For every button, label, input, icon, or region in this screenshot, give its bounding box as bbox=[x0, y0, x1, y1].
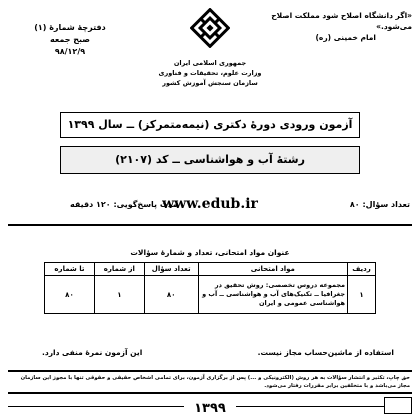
booklet-info bbox=[10, 22, 130, 58]
field-title: رشتهٔ آب و هواشناسی ــ کد (۲۱۰۷) bbox=[60, 146, 360, 174]
col-header-count: تعداد سؤال bbox=[144, 263, 198, 276]
col-header-index: ردیف bbox=[348, 263, 376, 276]
table-row bbox=[45, 276, 376, 314]
cell-subject: مجموعه دروس تخصصی: روش تحقیق در جغرافیا ــ تکنیک‌های آب و هواشناسی ــ آب و هواشناسی عمومی و ایران bbox=[198, 276, 347, 314]
sanjesh-logo-icon bbox=[190, 8, 230, 48]
answer-duration: مدت پاسخ‌گویی: ۱۲۰ دقیقه bbox=[70, 200, 178, 209]
negative-mark-note: این آزمون نمرهٔ منفی دارد. bbox=[42, 348, 143, 357]
exam-date: ۹۸/۱۲/۹ bbox=[54, 47, 86, 56]
footer-year: ۱۳۹۹ bbox=[184, 401, 236, 416]
footer-year-wrap bbox=[0, 397, 420, 416]
divider bbox=[8, 224, 412, 226]
cell-count: ۸۰ bbox=[144, 276, 198, 314]
subjects-table bbox=[44, 262, 376, 314]
table-caption: عنوان مواد امتحانی، تعداد و شمارهٔ سؤالات bbox=[130, 248, 290, 257]
exam-session: صبح جمعه bbox=[49, 35, 91, 44]
question-count: تعداد سؤال: ۸۰ bbox=[349, 200, 410, 209]
col-header-subject: مواد امتحانی bbox=[198, 263, 347, 276]
booklet-number: دفترچهٔ شمارهٔ (۱) bbox=[34, 23, 106, 32]
cell-from: ۱ bbox=[94, 276, 144, 314]
quote-author: امام خمینی (ره) bbox=[315, 33, 376, 42]
website-link[interactable]: www.edub.ir bbox=[162, 196, 258, 212]
cell-to: ۸۰ bbox=[45, 276, 95, 314]
org-ministry: وزارت علوم، تحقیقات و فناوری bbox=[158, 69, 262, 77]
quote-text: «اگر دانشگاه اصلاح شود مملکت اصلاح می‌شود.» bbox=[271, 11, 412, 31]
exam-title: آزمون ورودی دورهٔ دکتری (نیمه‌متمرکز) ــ سال ۱۳۹۹ bbox=[60, 112, 360, 138]
col-header-from: از شماره bbox=[94, 263, 144, 276]
col-header-to: تا شماره bbox=[45, 263, 95, 276]
footer bbox=[0, 396, 420, 418]
cell-index: ۱ bbox=[348, 276, 376, 314]
page-number-box bbox=[384, 397, 412, 414]
calculator-note: استفاده از ماشین‌حساب مجاز نیست. bbox=[257, 348, 394, 357]
org-country: جمهوری اسلامی ایران bbox=[173, 59, 247, 67]
organization-block bbox=[150, 58, 270, 88]
org-agency: سازمان سنجش آموزش کشور bbox=[162, 79, 258, 87]
copyright-notice: حق چاپ، تکثیر و انتشار سؤالات به هر روش (الکترونیکی و ...) پس از برگزاری آزمون، برای تمامی اشخاص حقیقی و حقوقی تنها با مجوز این سازمان مجاز می‌باشد و با متخلفین برابر مقررات رفتار می‌شود. bbox=[8, 370, 412, 394]
table-header-row bbox=[45, 263, 376, 276]
khomeini-quote bbox=[242, 10, 412, 43]
